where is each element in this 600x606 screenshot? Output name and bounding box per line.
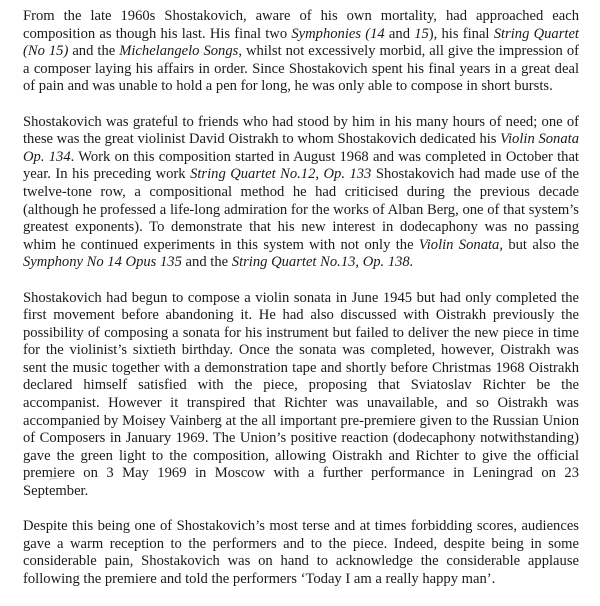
text-run: . Work on this composition started in August 1968 and was completed in October that year. In his preceding work (23, 148, 579, 183)
text-run: Despite this being one of Shostakovich’s most terse and at times forbidding scores, audiences gave a warm reception to the performers and to the piece. Indeed, despite being in some considerable pain, Shostakovich was on hand to acknowledge the considerable applause following the premiere and told the performers ‘Today I am a really happy man’. (23, 518, 579, 587)
text-run: From the late 1960s Shostakovich, aware of his own mortality, had approached each composition as though his last. His final two (23, 8, 579, 42)
paragraph-sonata-history (23, 290, 579, 501)
text-run: , but also the (499, 236, 579, 253)
text-run-italic: String Quartet (No 15) (23, 25, 579, 60)
paragraph-late-works (23, 8, 579, 96)
text-run: and the (181, 254, 232, 271)
text-run: and the (68, 43, 120, 60)
text-run-italic: Violin Sonata Op. 134 (23, 131, 579, 165)
paragraph-reception (23, 518, 579, 588)
text-run: and (384, 25, 415, 42)
text-run-italic: Symphony No 14 Opus 135 (23, 254, 182, 271)
text-run: Shostakovich had begun to compose a violin sonata in June 1945 but had only completed the first movement before abandoning it. He had also discussed with Oistrakh previously the possibility of composing a sonata for his instrument but failed to deliver the new piece in time for the violinist’s sixtieth birthday. Once the sonata was completed, however, Oistrakh was sent the music together with a demonstration tape and shortly before Christmas 1968 Oistrakh declared himself satisfied with the piece, proposing that Sviatoslav Richter be the accompanist. However it transpired that Richter was unavailable, and so Oistrakh was accompanied by Moisey Vainberg at the all important pre-premiere given to the Russian Union of Composers in January 1969. The Union’s positive reaction (dodecaphony notwithstanding) gave the green light to the composition, allowing Oistrakh and Richter to give the official premiere on 3 May 1969 in Moscow with a further performance in Leningrad on 23 September. (23, 289, 579, 500)
text-run-italic: Symphonies (14 (291, 25, 385, 42)
text-run: , whilst not excessively morbid, all give the impression of a composer laying his affairs in order. Since Shostakovich spent his final years in a great deal of pain and was unable to hold a pen for long, he was only able to compose in short bursts. (23, 43, 579, 95)
text-run: Shostakovich was grateful to friends who had stood by him in his many hours of need; one of these was the great violinist David Oistrakh to whom Shostakovich dedicated his (23, 113, 579, 148)
document-page (23, 8, 579, 606)
text-run-italic: String Quartet No.13, Op. 138. (231, 254, 414, 271)
text-run: ), his final (428, 25, 494, 42)
text-run-italic: Violin Sonata (418, 236, 500, 253)
paragraph-oistrakh-dedication (23, 114, 579, 272)
text-run-italic: 15 (414, 25, 429, 42)
text-run: Shostakovich had made use of the twelve-tone row, a compositional method he had criticised during the previous decade (although he professed a life-long admiration for the works of Alban Berg, one of that system’s greatest exponents). To demonstrate that his new interest in dodecaphony was no passing whim he continued experiments in this system with not only the (23, 166, 579, 253)
text-run-italic: String Quartet No.12, Op. 133 (190, 166, 372, 183)
text-run-italic: Michelangelo Songs (119, 43, 239, 60)
